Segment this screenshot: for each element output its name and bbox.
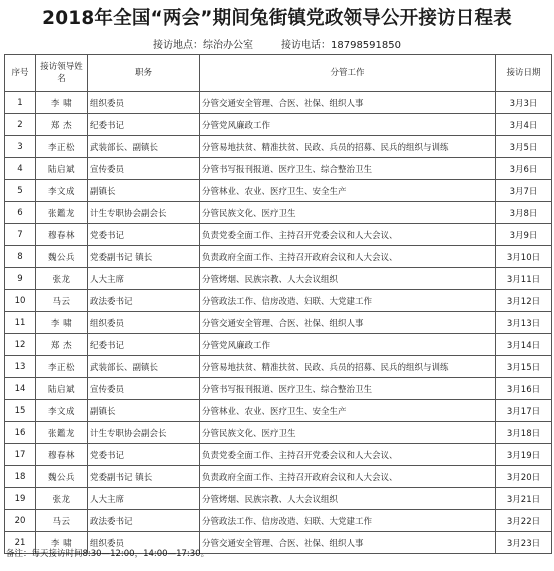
leader-name: 郑 杰 <box>36 334 88 356</box>
leader-name: 李文成 <box>36 400 88 422</box>
reception-date: 3月19日 <box>496 444 552 466</box>
leader-position: 纪委书记 <box>88 334 200 356</box>
leader-name: 陆启斌 <box>36 378 88 400</box>
table-row <box>5 114 552 136</box>
row-index: 3 <box>5 136 36 158</box>
reception-date: 3月3日 <box>496 92 552 114</box>
table-row <box>5 268 552 290</box>
table-row <box>5 466 552 488</box>
assigned-duties: 分管烤烟、民族宗教、人大会议组织 <box>200 268 496 290</box>
leader-name: 马云 <box>36 290 88 312</box>
reception-date: 3月23日 <box>496 532 552 554</box>
row-index: 12 <box>5 334 36 356</box>
leader-position: 组织委员 <box>88 532 200 554</box>
table-row <box>5 378 552 400</box>
table-row <box>5 400 552 422</box>
table-row <box>5 92 552 114</box>
row-index: 19 <box>5 488 36 510</box>
assigned-duties: 分管易地扶贫、精准扶贫、民政、兵员的招募、民兵的组织与训练 <box>200 136 496 158</box>
reception-date: 3月4日 <box>496 114 552 136</box>
row-index: 20 <box>5 510 36 532</box>
reception-date: 3月22日 <box>496 510 552 532</box>
reception-date: 3月21日 <box>496 488 552 510</box>
leader-position: 组织委员 <box>88 92 200 114</box>
reception-date: 3月8日 <box>496 202 552 224</box>
assigned-duties: 负责政府全面工作、主持召开政府会议和人大会议、 <box>200 246 496 268</box>
row-index: 15 <box>5 400 36 422</box>
row-index: 2 <box>5 114 36 136</box>
row-index: 8 <box>5 246 36 268</box>
column-header-duties: 分管工作 <box>200 55 496 92</box>
leader-name: 张龙 <box>36 488 88 510</box>
leader-position: 党委副书记 镇长 <box>88 466 200 488</box>
table-row <box>5 334 552 356</box>
table-row <box>5 224 552 246</box>
row-index: 1 <box>5 92 36 114</box>
reception-date: 3月13日 <box>496 312 552 334</box>
table-row <box>5 246 552 268</box>
leader-position: 宣传委员 <box>88 378 200 400</box>
assigned-duties: 分管书写报刊报道、医疗卫生、综合整治卫生 <box>200 158 496 180</box>
row-index: 16 <box>5 422 36 444</box>
table-row <box>5 510 552 532</box>
reception-phone: 接访电话：18798591850 <box>281 40 401 51</box>
reception-date: 3月17日 <box>496 400 552 422</box>
leader-position: 党委书记 <box>88 444 200 466</box>
assigned-duties: 分管易地扶贫、精准扶贫、民政、兵员的招募、民兵的组织与训练 <box>200 356 496 378</box>
assigned-duties: 分管交通安全管理、合医、社保、组织人事 <box>200 532 496 554</box>
leader-name: 魏公兵 <box>36 466 88 488</box>
leader-position: 政法委书记 <box>88 290 200 312</box>
leader-name: 李 啸 <box>36 312 88 334</box>
assigned-duties: 分管党风廉政工作 <box>200 334 496 356</box>
leader-name: 李 啸 <box>36 92 88 114</box>
leader-position: 纪委书记 <box>88 114 200 136</box>
table-row <box>5 444 552 466</box>
table-row <box>5 356 552 378</box>
assigned-duties: 分管交通安全管理、合医、社保、组织人事 <box>200 92 496 114</box>
reception-date: 3月18日 <box>496 422 552 444</box>
leader-position: 副镇长 <box>88 400 200 422</box>
reception-date: 3月9日 <box>496 224 552 246</box>
table-row <box>5 202 552 224</box>
reception-date: 3月6日 <box>496 158 552 180</box>
schedule-table <box>4 54 552 554</box>
leader-name: 穆春林 <box>36 224 88 246</box>
assigned-duties: 分管林业、农业、医疗卫生、安全生产 <box>200 180 496 202</box>
footnote: 备注：每天接访时间8:30—12:00，14:00—17:30。 <box>6 549 210 559</box>
row-index: 21 <box>5 532 36 554</box>
contact-info <box>0 36 554 51</box>
leader-name: 张鑑龙 <box>36 202 88 224</box>
row-index: 6 <box>5 202 36 224</box>
leader-position: 组织委员 <box>88 312 200 334</box>
column-header-index: 序号 <box>5 55 36 92</box>
leader-name: 陆启斌 <box>36 158 88 180</box>
leader-position: 政法委书记 <box>88 510 200 532</box>
table-header-row <box>5 55 552 92</box>
reception-date: 3月12日 <box>496 290 552 312</box>
row-index: 5 <box>5 180 36 202</box>
leader-name: 李正松 <box>36 356 88 378</box>
reception-date: 3月7日 <box>496 180 552 202</box>
table-row <box>5 422 552 444</box>
reception-date: 3月5日 <box>496 136 552 158</box>
leader-name: 马云 <box>36 510 88 532</box>
assigned-duties: 分管林业、农业、医疗卫生、安全生产 <box>200 400 496 422</box>
assigned-duties: 负责党委全面工作、主持召开党委会议和人大会议、 <box>200 224 496 246</box>
table-row <box>5 158 552 180</box>
reception-date: 3月10日 <box>496 246 552 268</box>
leader-name: 张鑑龙 <box>36 422 88 444</box>
leader-position: 副镇长 <box>88 180 200 202</box>
leader-position: 党委副书记 镇长 <box>88 246 200 268</box>
assigned-duties: 负责政府全面工作、主持召开政府会议和人大会议、 <box>200 466 496 488</box>
row-index: 10 <box>5 290 36 312</box>
row-index: 9 <box>5 268 36 290</box>
assigned-duties: 分管交通安全管理、合医、社保、组织人事 <box>200 312 496 334</box>
reception-date: 3月14日 <box>496 334 552 356</box>
column-header-position: 职务 <box>88 55 200 92</box>
leader-position: 武装部长、副镇长 <box>88 356 200 378</box>
assigned-duties: 分管烤烟、民族宗教、人大会议组织 <box>200 488 496 510</box>
table-row <box>5 488 552 510</box>
table-row <box>5 312 552 334</box>
leader-name: 李 啸 <box>36 532 88 554</box>
leader-position: 计生专职协会副会长 <box>88 202 200 224</box>
leader-position: 人大主席 <box>88 268 200 290</box>
assigned-duties: 负责党委全面工作、主持召开党委会议和人大会议、 <box>200 444 496 466</box>
row-index: 7 <box>5 224 36 246</box>
leader-position: 计生专职协会副会长 <box>88 422 200 444</box>
table-row <box>5 136 552 158</box>
table-row <box>5 290 552 312</box>
leader-name: 魏公兵 <box>36 246 88 268</box>
row-index: 4 <box>5 158 36 180</box>
reception-date: 3月20日 <box>496 466 552 488</box>
assigned-duties: 分管党风廉政工作 <box>200 114 496 136</box>
leader-position: 党委书记 <box>88 224 200 246</box>
assigned-duties: 分管政法工作、信房改造、妇联、大党建工作 <box>200 290 496 312</box>
row-index: 11 <box>5 312 36 334</box>
row-index: 13 <box>5 356 36 378</box>
table-row <box>5 180 552 202</box>
leader-name: 张龙 <box>36 268 88 290</box>
leader-name: 穆春林 <box>36 444 88 466</box>
assigned-duties: 分管政法工作、信房改造、妇联、大党建工作 <box>200 510 496 532</box>
leader-name: 郑 杰 <box>36 114 88 136</box>
assigned-duties: 分管民族文化、医疗卫生 <box>200 422 496 444</box>
leader-position: 人大主席 <box>88 488 200 510</box>
row-index: 14 <box>5 378 36 400</box>
column-header-leader: 接访领导姓名 <box>36 55 88 92</box>
leader-name: 李正松 <box>36 136 88 158</box>
schedule-table-body <box>5 92 552 554</box>
assigned-duties: 分管书写报刊报道、医疗卫生、综合整治卫生 <box>200 378 496 400</box>
leader-name: 李文成 <box>36 180 88 202</box>
reception-date: 3月11日 <box>496 268 552 290</box>
reception-location: 接访地点：综治办公室 <box>153 40 253 51</box>
leader-position: 武装部长、副镇长 <box>88 136 200 158</box>
row-index: 18 <box>5 466 36 488</box>
leader-position: 宣传委员 <box>88 158 200 180</box>
reception-date: 3月16日 <box>496 378 552 400</box>
reception-date: 3月15日 <box>496 356 552 378</box>
assigned-duties: 分管民族文化、医疗卫生 <box>200 202 496 224</box>
page-title: 2018年全国“两会”期间兔街镇党政领导公开接访日程表 <box>42 8 512 29</box>
column-header-date: 接访日期 <box>496 55 552 92</box>
row-index: 17 <box>5 444 36 466</box>
